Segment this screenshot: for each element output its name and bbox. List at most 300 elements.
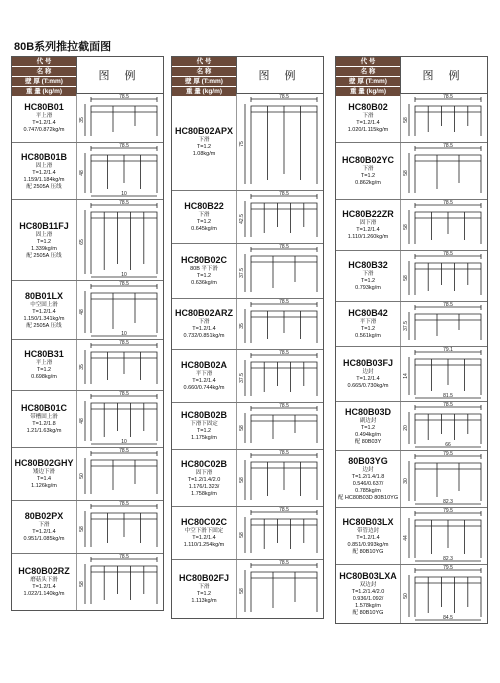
profile-spec: T=1.2/1.8: [32, 421, 56, 427]
dim-height-label: 58: [239, 588, 245, 594]
profile-spec: 配 80B03Y: [354, 438, 382, 445]
profile-code: HC80B02FJ: [178, 573, 230, 583]
header-thickness: 壁 厚 (T:mm): [336, 77, 400, 87]
header-figure: 图 例: [76, 57, 163, 93]
catalogue-column: [11, 56, 164, 611]
dim-width-label: 79.5: [443, 508, 453, 514]
dim-width-label: 78.5: [443, 402, 453, 408]
header-code: 代 号: [336, 57, 400, 67]
profile-code: HC80B02: [348, 102, 388, 112]
profile-cross-section: [77, 143, 163, 199]
profile-code: HC80B03FJ: [342, 358, 394, 368]
profile-spec: 配 HC80B03D 80B10YG: [337, 495, 399, 501]
dim-height-label: 37.5: [403, 321, 409, 331]
profile-spec: 边封: [362, 467, 374, 473]
profile-cross-section: [237, 350, 323, 402]
profile-spec: T=1.2/1.4: [356, 534, 380, 541]
profile-entry: [12, 281, 163, 340]
profile-code: HC80B02ARZ: [174, 308, 234, 318]
profile-spec: 带管边封: [356, 527, 379, 534]
dim-height-label: 14: [403, 373, 409, 379]
profile-spec: 0.936/1.092/: [352, 596, 384, 602]
profile-spec: T=1.2/1.4: [356, 376, 380, 382]
header-weight: 重 量 (kg/m): [336, 87, 400, 96]
profile-entry: [172, 450, 323, 507]
profile-drawing: [400, 347, 487, 401]
profile-entry: [12, 94, 163, 143]
profile-entry: [336, 302, 487, 347]
profile-entry: [12, 554, 163, 610]
profile-code: HC80B01: [24, 102, 64, 112]
profile-drawing: [400, 565, 487, 623]
page-title: 80B系列推拉截面图: [14, 41, 112, 53]
profile-spec: T=1.2/1.4: [32, 584, 56, 590]
profile-info: [12, 281, 76, 339]
dim-height-label: 58: [403, 224, 409, 230]
profile-spec: 配 2505A 压线: [26, 252, 62, 259]
dim-width-label: 78.5: [119, 501, 129, 507]
profile-cross-section: [237, 450, 323, 506]
dim-height-label: 48: [79, 170, 85, 176]
profile-cross-section: [77, 281, 163, 339]
profile-code: HC80B02GHY: [14, 458, 74, 468]
profile-code: HC80B02A: [180, 360, 228, 370]
profile-info: [336, 200, 400, 250]
profile-spec: 中空下滑下固定: [184, 528, 224, 534]
profile-spec: 下滑: [362, 166, 374, 172]
profile-info: [12, 501, 76, 553]
profile-entry: [336, 451, 487, 508]
profile-spec: 0.862kg/m: [355, 180, 381, 186]
profile-spec: 1.110/1.254kg/m: [183, 542, 225, 548]
profile-drawing: [76, 340, 163, 390]
profile-info: [336, 565, 400, 623]
profile-cross-section: [237, 244, 323, 298]
profile-cross-section: [77, 501, 163, 553]
profile-spec: T=1.2: [196, 591, 212, 597]
profile-code: HC80B02APX: [174, 126, 234, 136]
profile-spec: T=1.2: [196, 219, 212, 225]
dim-width-label: 78.5: [279, 507, 289, 513]
dim-width-label: 78.5: [279, 94, 289, 100]
profile-spec: 0.636kg/m: [191, 280, 217, 286]
profile-cross-section: [401, 347, 487, 401]
profile-spec: 0.660/0.744kg/m: [183, 385, 225, 391]
profile-drawing: [400, 451, 487, 507]
dim-height-label: 58: [403, 117, 409, 123]
dim-width-label: 79.1: [443, 347, 453, 353]
header-code: 代 号: [12, 57, 76, 67]
dim-bottom-label: 10: [121, 272, 127, 278]
profile-entry: [172, 299, 323, 350]
profile-entry: [336, 94, 487, 143]
profile-spec: T=1.2/1.4: [32, 529, 56, 535]
profile-entry: [336, 347, 487, 402]
dim-height-label: 75: [239, 141, 245, 147]
profile-info: [172, 244, 236, 298]
profile-info: [12, 448, 76, 500]
dim-bottom-label: 10: [121, 439, 127, 445]
profile-spec: 1.08kg/m: [192, 151, 216, 157]
profile-spec: 1.578kg/m: [355, 603, 381, 609]
profile-info: [12, 554, 76, 610]
profile-spec: 中空固上滑: [30, 301, 58, 308]
profile-code: HC80B42: [348, 308, 388, 318]
profile-drawing: [400, 508, 487, 564]
profile-cross-section: [401, 565, 487, 623]
profile-spec: 边封: [362, 369, 374, 375]
profile-spec: 1.150/1.341kg/m: [23, 315, 65, 322]
profile-drawing: [76, 554, 163, 610]
profile-drawing: [76, 143, 163, 199]
profile-code: HC80B01B: [20, 151, 68, 162]
profile-entry: [336, 565, 487, 623]
profile-info: [336, 302, 400, 346]
profile-drawing: [76, 200, 163, 280]
profile-spec: 0.732/0.851kg/m: [183, 333, 225, 339]
profile-spec: 双边封: [359, 582, 377, 588]
profile-entry: [172, 244, 323, 299]
column-header: [12, 57, 163, 94]
dim-width-label: 78.5: [443, 94, 453, 100]
dim-height-label: 35: [79, 117, 85, 123]
profile-spec: 带槽固上滑: [30, 414, 58, 420]
profile-code: HC80B22: [184, 201, 224, 211]
profile-drawing: [400, 200, 487, 250]
profile-info: [172, 560, 236, 618]
profile-cross-section: [401, 94, 487, 142]
profile-entry: [172, 403, 323, 450]
profile-drawing: [236, 191, 323, 243]
profile-info: [172, 507, 236, 559]
profile-info: [336, 143, 400, 199]
dim-width-label: 78.5: [119, 143, 129, 149]
dim-height-label: 48: [79, 309, 85, 315]
dim-width-label: 79.5: [443, 451, 453, 457]
profile-cross-section: [401, 508, 487, 564]
profile-drawing: [236, 560, 323, 618]
profile-info: [12, 94, 76, 142]
profile-drawing: [236, 450, 323, 506]
profile-cross-section: [237, 191, 323, 243]
profile-entry: [12, 143, 163, 200]
profile-info: [336, 94, 400, 142]
profile-spec: 平上滑: [35, 360, 53, 366]
dim-height-label: 65: [79, 239, 85, 245]
profile-entry: [172, 507, 323, 560]
profile-spec: T=1.2/1.4: [356, 120, 380, 126]
dim-width-label: 78.5: [279, 191, 289, 197]
dim-height-label: 50: [79, 473, 85, 479]
profile-entry: [172, 350, 323, 403]
profile-cross-section: [237, 507, 323, 559]
profile-code: 80B03YG: [348, 456, 388, 466]
profile-spec: 平下滑: [359, 319, 377, 325]
profile-info: [172, 191, 236, 243]
profile-drawing: [236, 403, 323, 449]
profile-code: HC80B02YC: [341, 155, 395, 165]
profile-spec: 0.665/0.730kg/m: [347, 383, 389, 389]
profile-spec: T=1.2: [36, 238, 52, 245]
profile-cross-section: [237, 94, 323, 190]
profile-spec: T=1.2/1.4: [356, 227, 380, 233]
profile-spec: 下滑: [362, 271, 374, 277]
profile-spec: 1.022/1.140kg/m: [23, 591, 65, 597]
profile-spec: 磨菇头下滑: [30, 577, 58, 583]
profile-drawing: [236, 350, 323, 402]
column-header: [172, 57, 323, 94]
profile-spec: T=1.2/1.4: [192, 378, 216, 384]
dim-width-label: 78.5: [119, 340, 129, 346]
profile-info: [336, 251, 400, 301]
profile-info: [336, 508, 400, 564]
profile-drawing: [400, 251, 487, 301]
profile-spec: T=1.2: [360, 173, 376, 179]
header-thickness: 壁 厚 (T:mm): [172, 77, 236, 87]
profile-drawing: [236, 94, 323, 190]
profile-spec: T=1.2/1.4: [32, 169, 56, 176]
profile-code: HC80B32: [348, 260, 388, 270]
profile-code: HC80C02B: [180, 458, 228, 469]
profile-entry: [336, 251, 487, 302]
profile-drawing: [76, 94, 163, 142]
profile-spec: 1.339kg/m: [31, 245, 57, 252]
profile-spec: T=1.4: [36, 476, 52, 482]
profile-spec: 矮边下滑: [32, 469, 55, 475]
dim-bottom-label: 82.3: [443, 556, 453, 562]
header-figure: 图 例: [236, 57, 323, 93]
profile-cross-section: [401, 251, 487, 301]
header-name: 名 称: [172, 67, 236, 77]
dim-height-label: 58: [403, 170, 409, 176]
profile-entry: [172, 560, 323, 618]
profile-drawing: [236, 507, 323, 559]
profile-drawing: [76, 501, 163, 553]
profile-spec: 0.851/0.993kg/m: [347, 541, 389, 548]
profile-code: HC80B11FJ: [19, 220, 69, 231]
profile-drawing: [400, 402, 487, 450]
profile-spec: 配 2505A 压线: [26, 322, 62, 329]
profile-info: [172, 94, 236, 190]
dim-width-label: 78.5: [279, 560, 289, 566]
profile-spec: T=1.2: [196, 428, 212, 434]
profile-drawing: [236, 244, 323, 298]
profile-drawing: [400, 94, 487, 142]
dim-height-label: 35: [239, 323, 245, 329]
profile-info: [172, 450, 236, 506]
profile-spec: 固下滑: [359, 220, 377, 226]
profile-code: HC80B02C: [180, 255, 228, 265]
profile-code: HC80B31: [24, 349, 64, 359]
profile-entry: [12, 340, 163, 391]
profile-spec: 平上滑: [35, 113, 53, 119]
dim-height-label: 44: [403, 535, 409, 541]
profile-entry: [336, 143, 487, 200]
profile-spec: 副边封: [359, 417, 377, 424]
dim-width-label: 78.5: [443, 200, 453, 206]
dim-height-label: 42.5: [239, 214, 245, 224]
profile-spec: T=1.2/1.4: [192, 326, 216, 332]
profile-spec: 1.126kg/m: [31, 483, 57, 489]
profile-spec: 0.645kg/m: [191, 226, 217, 232]
catalogue-column: [335, 56, 488, 624]
dim-width-label: 78.5: [279, 244, 289, 250]
profile-info: [172, 403, 236, 449]
profile-code: HC80B02RZ: [18, 566, 70, 576]
profile-entry: [336, 402, 487, 451]
profile-spec: T=1.2/1.4/2.0: [351, 589, 385, 595]
profile-spec: 0.561kg/m: [355, 333, 381, 339]
dim-bottom-label: 10: [121, 331, 127, 337]
profile-entry: [336, 200, 487, 251]
profile-spec: 0.698kg/m: [31, 374, 57, 380]
profile-cross-section: [401, 143, 487, 199]
dim-width-label: 78.5: [119, 554, 129, 560]
profile-entry: [172, 94, 323, 191]
profile-cross-section: [401, 451, 487, 507]
dim-height-label: 58: [239, 425, 245, 431]
profile-code: HC80B03LXA: [339, 571, 397, 581]
profile-drawing: [236, 299, 323, 349]
header-weight: 重 量 (kg/m): [12, 87, 76, 96]
profile-spec: 1.113kg/m: [191, 598, 217, 604]
dim-height-label: 58: [79, 526, 85, 532]
dim-width-label: 78.5: [279, 403, 289, 409]
profile-spec: 下滑: [198, 584, 210, 590]
dim-height-label: 35: [79, 364, 85, 370]
profile-spec: 1.020/1.115kg/m: [347, 127, 389, 133]
dim-width-label: 78.5: [443, 143, 453, 149]
profile-info: [336, 451, 400, 507]
dim-height-label: 58: [79, 581, 85, 587]
profile-code: HC80B02B: [180, 410, 228, 420]
profile-spec: 下滑: [198, 212, 210, 218]
dim-width-label: 78.5: [119, 391, 129, 397]
profile-spec: 0.793kg/m: [355, 285, 381, 291]
profile-spec: T=1.2: [360, 326, 376, 332]
dim-height-label: 48: [79, 418, 85, 424]
profile-cross-section: [77, 94, 163, 142]
profile-spec: 1.758kg/m: [191, 490, 217, 497]
header-name: 名 称: [12, 67, 76, 77]
dim-width-label: 78.5: [443, 251, 453, 257]
profile-spec: 配 80B10YG: [352, 610, 384, 616]
profile-spec: T=1.2: [360, 278, 376, 284]
profile-spec: T=1.2: [196, 273, 212, 279]
header-code: 代 号: [172, 57, 236, 67]
profile-spec: T=1.2: [360, 424, 376, 431]
profile-cross-section: [77, 200, 163, 280]
profile-spec: 固下滑: [195, 469, 213, 476]
catalogue-column: [171, 56, 324, 619]
profile-spec: T=1.2/1.4: [32, 120, 56, 126]
profile-spec: 0.546/0.637/: [352, 481, 384, 487]
dim-bottom-label: 81.5: [443, 393, 453, 399]
profile-code: 80B02PX: [24, 511, 64, 521]
profile-spec: 1.175kg/m: [191, 435, 217, 441]
profile-spec: T=1.2/1.4: [192, 535, 216, 541]
profile-code: HC80B01C: [20, 403, 68, 413]
dim-bottom-label: 66: [445, 442, 451, 448]
profile-cross-section: [77, 448, 163, 500]
profile-spec: 80B 平下滑: [190, 266, 218, 272]
profile-spec: 配 2505A 压线: [26, 183, 62, 190]
profile-cross-section: [237, 403, 323, 449]
profile-drawing: [76, 391, 163, 447]
dim-width-label: 78.5: [279, 299, 289, 305]
profile-cross-section: [401, 402, 487, 450]
profile-spec: 下滑: [362, 113, 374, 119]
dim-height-label: 50: [403, 593, 409, 599]
dim-bottom-label: 82.3: [443, 499, 453, 505]
dim-height-label: 58: [239, 532, 245, 538]
profile-entry: [12, 448, 163, 501]
profile-info: [172, 350, 236, 402]
profile-drawing: [400, 143, 487, 199]
profile-spec: 平下滑: [195, 371, 213, 377]
profile-spec: 固上滑: [35, 231, 53, 238]
dim-width-label: 79.5: [443, 565, 453, 571]
dim-height-label: 58: [239, 477, 245, 483]
profile-code: HC80B03LX: [342, 516, 394, 527]
dim-height-label: 58: [403, 275, 409, 281]
profile-cross-section: [77, 391, 163, 447]
profile-entry: [336, 508, 487, 565]
profile-spec: 0.494kg/m: [355, 431, 381, 438]
profile-entry: [12, 200, 163, 281]
profile-code: HC80B03D: [344, 406, 392, 417]
profile-spec: T=1.2: [196, 144, 212, 150]
dim-height-label: 37.5: [239, 268, 245, 278]
profile-spec: 配 80B10YG: [352, 548, 384, 555]
header-figure: 图 例: [400, 57, 487, 93]
dim-width-label: 78.5: [119, 281, 129, 287]
profile-info: [12, 143, 76, 199]
profile-spec: T=1.2/1.4: [32, 308, 56, 315]
profile-spec: 下滑下固定: [190, 421, 218, 427]
profile-cross-section: [237, 560, 323, 618]
profile-info: [12, 340, 76, 390]
profile-info: [12, 391, 76, 447]
header-weight: 重 量 (kg/m): [172, 87, 236, 96]
profile-drawing: [400, 302, 487, 346]
profile-spec: 0.951/1.085kg/m: [23, 536, 65, 542]
profile-code: 80B01LX: [24, 290, 64, 301]
dim-bottom-label: 10: [121, 191, 127, 197]
profile-cross-section: [401, 200, 487, 250]
profile-spec: 1.176/1.323/: [188, 483, 220, 490]
dim-height-label: 37.5: [239, 373, 245, 383]
profile-cross-section: [77, 554, 163, 610]
profile-spec: 固上滑: [35, 162, 53, 169]
profile-info: [172, 299, 236, 349]
header-name: 名 称: [336, 67, 400, 77]
profile-code: HC80C02C: [180, 517, 228, 527]
profile-drawing: [76, 448, 163, 500]
profile-info: [336, 402, 400, 450]
profile-spec: T=1.2: [36, 367, 52, 373]
profile-code: HC80B22ZR: [342, 209, 394, 219]
dim-width-label: 78.5: [119, 448, 129, 454]
profile-spec: 1.159/1.184kg/m: [23, 176, 65, 183]
profile-spec: T=1.2/1.4/1.8: [351, 474, 385, 480]
dim-width-label: 78.5: [443, 302, 453, 308]
profile-spec: 1.110/1.260kg/m: [347, 234, 389, 240]
profile-spec: T=1.2/1.4/2.0: [187, 476, 221, 483]
profile-cross-section: [77, 340, 163, 390]
profile-spec: 0.747/0.872kg/m: [23, 127, 65, 133]
profile-spec: 下滑: [38, 522, 50, 528]
